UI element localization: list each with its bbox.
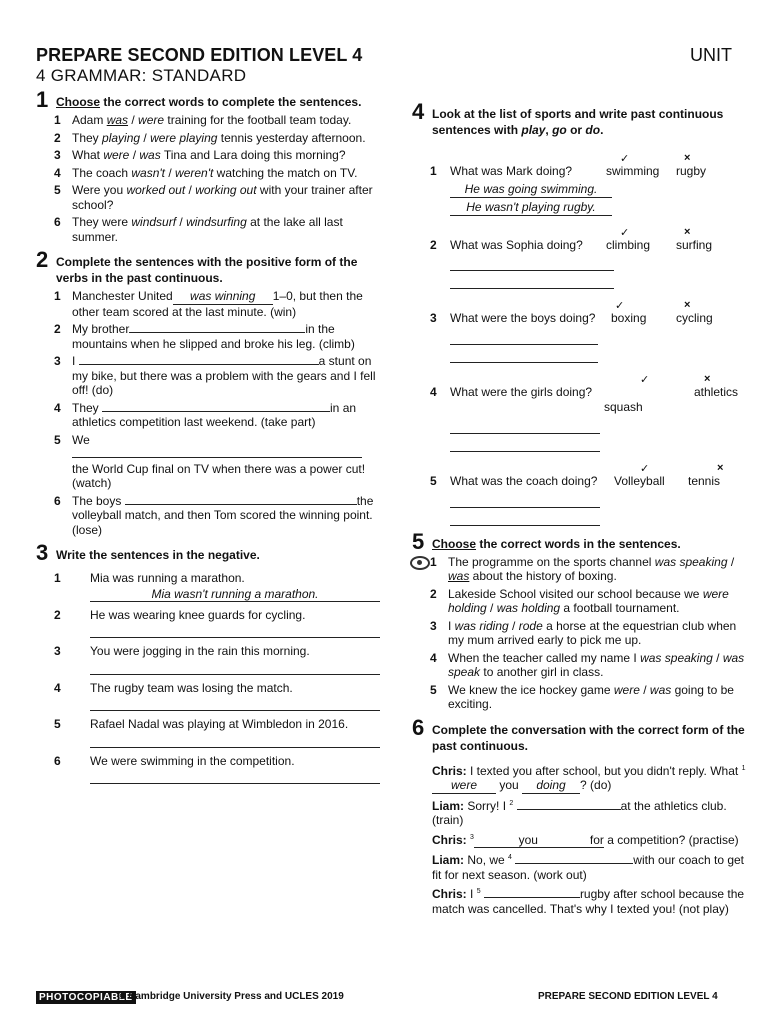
option-1[interactable]: playing [102, 130, 141, 145]
sentence: You were jogging in the rain this morning. [90, 644, 310, 658]
answer-blank[interactable] [79, 364, 319, 365]
exercise-number: 3 [36, 540, 49, 565]
item-text [72, 644, 380, 675]
option-2[interactable]: was [139, 148, 161, 162]
item-text: They playing / were playing tennis yesterday afternoon. [72, 130, 366, 145]
sentence: The rugby team was losing the match. [90, 680, 293, 695]
exercise-item [36, 494, 376, 538]
item-text: Were you worked out / working out with your trainer after school? [72, 183, 373, 212]
answer-line[interactable]: He wasn't playing rugby. [450, 201, 612, 216]
option-2[interactable]: were playing [150, 130, 218, 145]
sport-cross: rugby [676, 164, 707, 178]
exercise-item [36, 571, 376, 602]
exercise-item [36, 608, 376, 639]
item-number: 2 [54, 607, 61, 622]
answer-line[interactable] [450, 511, 600, 526]
item-text: The coach wasn't / weren't watching the match on TV. [72, 165, 358, 180]
tick-icon: ✓ [620, 226, 630, 239]
item-number: 5 [54, 717, 61, 731]
item-text: We knew the ice hockey game were / was going to be exciting. [448, 682, 734, 711]
sport-tick: Volleyball [614, 474, 665, 488]
page-subtitle: 4 GRAMMAR: STANDARD [36, 66, 247, 85]
cross-icon: × [717, 462, 724, 474]
question: What were the girls doing? [450, 384, 593, 399]
footer-title: PREPARE SECOND EDITION LEVEL 4 [538, 991, 718, 1002]
answer-line[interactable] [90, 734, 380, 748]
option-1[interactable]: worked out [126, 183, 186, 197]
answer-blank[interactable]: for [538, 833, 604, 849]
unit-label: UNIT [690, 45, 732, 65]
option-1[interactable]: were [103, 148, 130, 162]
exercise-2 [36, 247, 376, 537]
exercise-number: 5 [412, 528, 425, 554]
left-column [36, 87, 376, 790]
item-text: Manchester United was winning 1–0, but then the other team scored at the last minute. (win) [72, 289, 363, 319]
answer-line[interactable] [450, 330, 598, 345]
item-number: 1 [54, 571, 61, 585]
item-text [72, 754, 380, 785]
cross-icon: × [684, 299, 691, 311]
item-number: 2 [54, 322, 61, 336]
page-title: PREPARE SECOND EDITION LEVEL 4 [36, 45, 363, 65]
answer-line[interactable] [90, 770, 380, 784]
answer-line[interactable]: Mia wasn't running a marathon. [90, 588, 380, 602]
exercise-item [412, 226, 752, 290]
exercise-item [36, 717, 376, 748]
exercise-instruction: Look at the list of sports and write past continuous sentences with play, go or do. [432, 107, 724, 137]
exercise-number: 1 [36, 87, 49, 112]
exercise-item [36, 148, 376, 163]
exercise-item [36, 681, 376, 712]
option-1[interactable]: was riding [454, 618, 509, 633]
answer-blank[interactable]: was winning [173, 289, 273, 305]
answer-line[interactable] [450, 274, 614, 289]
item-number: 6 [54, 215, 61, 229]
item-number: 4 [54, 165, 61, 180]
item-text: They in an athletics competition last weekend. (take part) [72, 400, 357, 429]
item-number: 2 [430, 586, 437, 601]
option-2[interactable]: was holding [496, 601, 561, 615]
cross-icon: × [704, 372, 711, 385]
sentence: Mia was running a marathon. [90, 571, 245, 585]
answer-blank[interactable]: you [474, 833, 538, 849]
item-number: 2 [430, 237, 437, 252]
answer-line[interactable] [450, 348, 598, 363]
item-text: My brother in the mountains when he slipped and broke his leg. (climb) [72, 322, 355, 351]
exercise-3 [36, 540, 376, 784]
exercise-item [36, 401, 376, 430]
exercise-number: 6 [412, 714, 425, 740]
exercise-item [412, 619, 752, 648]
sport-cross: cycling [676, 311, 713, 325]
answer-blank[interactable] [125, 504, 357, 505]
copyright: © Cambridge University Press and UCLES 2019 [118, 991, 344, 1002]
item-number: 1 [54, 289, 61, 303]
answer-line[interactable]: He was going swimming. [450, 183, 612, 198]
exercise-6 [412, 714, 752, 917]
question: What were the boys doing? [450, 311, 596, 325]
item-number: 1 [430, 164, 437, 178]
answer-line[interactable] [450, 419, 600, 434]
exercise-item [412, 651, 752, 680]
question: What was the coach doing? [450, 474, 598, 488]
right-column [412, 99, 752, 922]
option-2[interactable]: was speak [448, 650, 745, 679]
exercise-instruction: Choose the correct words to complete the sentences. [56, 95, 362, 109]
answer-blank[interactable]: were [432, 778, 496, 794]
item-text: When the teacher called my name I was speaking / was speak to another girl in class. [448, 650, 745, 679]
sport-tick: squash [604, 399, 643, 414]
tick-icon: ✓ [640, 373, 650, 386]
question: What was Mark doing? [450, 164, 573, 178]
item-number: 5 [54, 432, 61, 447]
item-number: 4 [430, 650, 437, 665]
exercise-item [36, 644, 376, 675]
item-number: 3 [430, 618, 437, 633]
item-text: Wethe World Cup final on TV when there was a power cut! (watch) [72, 432, 366, 490]
exercise-item [412, 299, 752, 363]
exercise-item [412, 587, 752, 616]
question: What was Sophia doing? [450, 237, 583, 252]
cross-icon: × [684, 152, 691, 164]
option-1[interactable]: wasn't [131, 165, 166, 180]
item-number: 5 [430, 474, 437, 488]
option-1[interactable]: windsurf [131, 215, 177, 229]
option-1[interactable]: were [613, 682, 640, 697]
item-text [72, 717, 380, 748]
item-number: 3 [54, 644, 61, 658]
exercise-instruction: Choose the correct words in the sentences. [432, 536, 681, 551]
tick-icon: ✓ [615, 300, 625, 312]
option-2[interactable]: weren't [175, 165, 214, 180]
exercise-number: 4 [412, 99, 425, 124]
exercise-item [36, 354, 376, 398]
option-2[interactable]: windsurfing [186, 215, 247, 229]
exercise-number: 2 [36, 247, 49, 272]
answer-blank[interactable] [517, 809, 621, 810]
cross-icon: × [684, 225, 691, 238]
option-1[interactable]: was [106, 113, 129, 127]
exercise-item [36, 183, 376, 212]
exercise-item [412, 683, 752, 712]
option-1[interactable]: were holding [448, 586, 729, 615]
answer-blank[interactable]: doing [522, 778, 580, 794]
item-number: 3 [430, 311, 437, 325]
item-text [72, 681, 380, 712]
answer-line[interactable] [450, 256, 614, 271]
item-text: They were windsurf / windsurfing at the lake all last summer. [72, 215, 343, 244]
option-2[interactable]: working out [195, 183, 257, 197]
item-number: 5 [430, 682, 437, 697]
item-number: 4 [430, 384, 437, 399]
item-text: What were / was Tina and Lara doing this morning? [72, 148, 346, 162]
item-number: 6 [54, 493, 61, 508]
exercise-instruction: Complete the conversation with the correct form of the past continuous. [432, 722, 745, 753]
option-2[interactable]: were [138, 113, 165, 127]
exercise-item [36, 166, 376, 181]
item-number: 1 [54, 113, 61, 127]
sport-cross: athletics [694, 384, 739, 399]
item-number: 3 [54, 148, 61, 162]
sport-tick: swimming [606, 164, 660, 178]
answer-blank[interactable] [515, 863, 633, 864]
exercise-item [412, 555, 752, 584]
answer-line[interactable] [450, 493, 600, 508]
option-1[interactable]: was speaking [640, 650, 713, 665]
answer-blank[interactable] [129, 332, 305, 333]
answer-blank[interactable] [72, 457, 362, 458]
answer-blank[interactable] [102, 411, 330, 412]
answer-blank[interactable] [484, 897, 580, 898]
answer-line[interactable] [90, 661, 380, 675]
item-text: The boys the volleyball match, and then Tom scored the winning point. (lose) [72, 493, 374, 537]
option-2[interactable]: was [649, 682, 672, 697]
exercise-4 [412, 99, 752, 526]
exercise-item [36, 113, 376, 128]
exercise-item [412, 462, 752, 526]
sport-tick: climbing [606, 237, 651, 252]
exercise-item [412, 373, 752, 453]
item-number: 5 [54, 183, 61, 197]
tick-icon: ✓ [620, 153, 630, 165]
option-1[interactable]: was speaking [654, 554, 728, 569]
photocopiable-badge: PHOTOCOPIABLE [36, 991, 136, 1004]
item-text: I a stunt on my bike, but there was a problem with the gears and I fell off! (do) [72, 354, 376, 397]
option-2[interactable]: was [448, 569, 470, 583]
item-number: 3 [54, 354, 61, 368]
exercise-item [36, 289, 376, 319]
sentence: We were swimming in the competition. [90, 753, 295, 768]
item-number: 1 [430, 554, 437, 569]
answer-line[interactable] [90, 697, 380, 711]
exercise-5 [412, 528, 752, 712]
item-text [72, 571, 380, 602]
exercise-item [36, 322, 376, 351]
item-number: 4 [54, 400, 61, 415]
sentence: Rafael Nadal was playing at Wimbledon in 2016. [90, 717, 349, 731]
item-text [72, 608, 380, 639]
exercise-instruction: Complete the sentences with the positive form of the verbs in the past continuous. [56, 255, 358, 285]
item-text: Lakeside School visited our school because we were holding / was holding a football tournament. [448, 586, 729, 615]
sport-tick: boxing [611, 311, 647, 325]
item-number: 4 [54, 680, 61, 695]
exercise-instruction: Write the sentences in the negative. [56, 548, 260, 562]
answer-line[interactable] [90, 624, 380, 638]
item-text: The programme on the sports channel was speaking / was about the history of boxing. [448, 554, 735, 583]
exercise-item [412, 152, 752, 216]
item-number: 6 [54, 753, 61, 768]
sentence: He was wearing knee guards for cycling. [90, 607, 306, 622]
exercise-1 [36, 87, 376, 244]
eye-icon [410, 556, 430, 570]
sport-cross: surfing [676, 237, 713, 252]
option-2[interactable]: rode [518, 618, 543, 633]
exercise-item [36, 131, 376, 146]
item-text: I was riding / rode a horse at the equestrian club when my mum arrived early to pick me up. [448, 618, 737, 647]
exercise-item [36, 433, 376, 491]
item-number: 2 [54, 130, 61, 145]
exercise-item [36, 215, 376, 244]
item-text: Adam was / were training for the football team today. [72, 113, 352, 127]
exercise-item [36, 754, 376, 785]
answer-line[interactable] [450, 437, 600, 452]
sport-cross: tennis [688, 474, 721, 488]
tick-icon: ✓ [640, 463, 650, 475]
conversation: Chris: I texted you after school, but you didn't reply. What $^1$were you doing ? (do) Liam: Sorry! I $^2$ at the athletics club. (train) Chris: $^3$ you for a competition? (practise) Liam: No, we $^4$ with our coach to get fit for next season. (work out) Chris: I $^5$ rugby after school because the match was cancelled. That's why I texted you! (not play) [432, 763, 746, 916]
